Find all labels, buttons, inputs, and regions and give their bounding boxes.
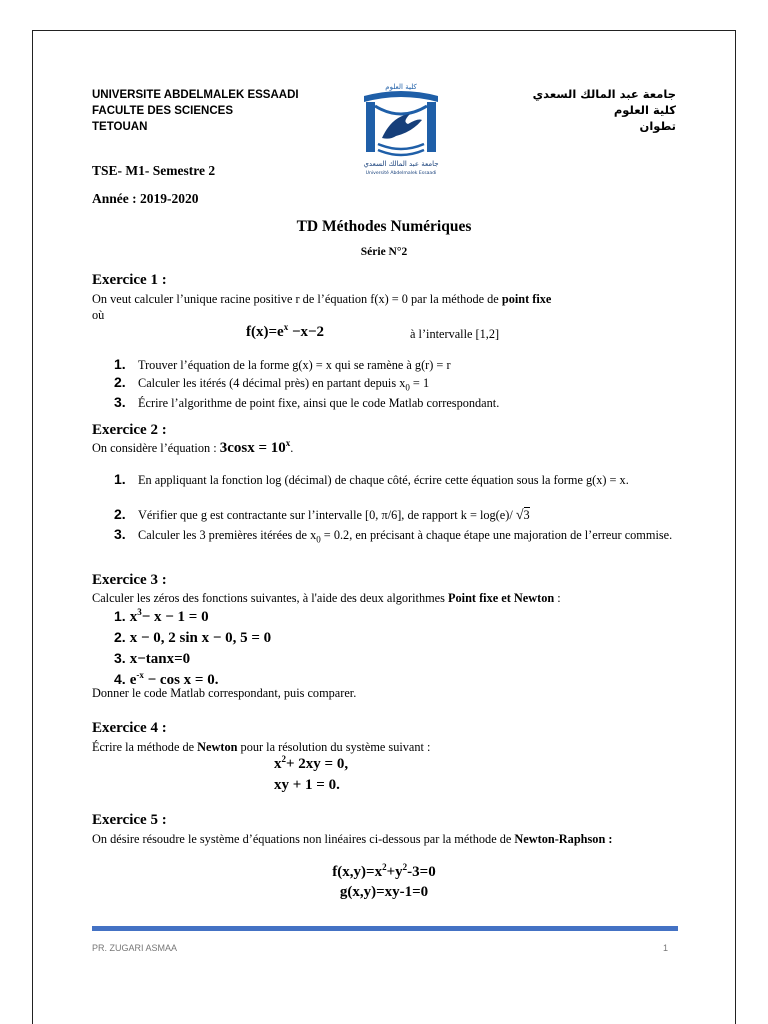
logo-bottom-text-ar: جامعة عبد المالك السعدي [363,160,439,168]
year-label: Année : 2019-2020 [92,191,199,206]
ex2-item-3: Calculer les 3 premières itérées de $x_0 = 0.2$, en précisant à chaque étape une majoration de l’erreur commise. [138,528,673,545]
ex3-heading: Exercice 3 : [92,572,167,588]
ex1-interval: à l’intervalle [1,2] [410,327,500,341]
city-name: TETOUAN [92,121,148,133]
university-header-ar [533,86,676,134]
logo-top-text: كلية العلوم [385,83,417,91]
ex5-heading: Exercice 5 : [92,812,167,828]
footer-divider [92,926,678,931]
university-header-fr [92,87,299,135]
series-number: Série N°2 [360,246,408,258]
ex4-heading: Exercice 4 : [92,720,167,736]
ex3-list [114,606,271,690]
university-name: UNIVERSITE ABDELMALEK ESSAADI [92,89,299,101]
university-name-ar: جامعة عبد المالك السعدي [532,87,676,101]
ex1-item-1: Trouver l’équation de la forme g(x) = x qui se ramène à g(r) = r [138,358,451,372]
ex2-item-num: 2. [114,506,126,522]
ex1-item-2: Calculer les itérés (4 décimal près) en partant depuis $x_0 = 1$ [138,376,430,393]
ex1-item-num: 3. [114,394,126,410]
ex4-eq1: $x^2+ 2xy = 0$, [274,754,349,772]
page-number: 1 [662,943,668,953]
ex5-eq2: g(x,y)=xy-1=0 [339,884,429,900]
program-label: TSE- M1- Semestre 2 [92,163,216,178]
ex3-item-1: 1. $x^3- x - 1 = 0$ [114,607,209,625]
ex3-item-2: 2. x − 0, 2 sin x − 0, 5 = 0 [114,629,272,646]
ex2-item-1: En appliquant la fonction log (décimal) de chaque côté, écrire cette équation sous la forme g(x) = x. [138,473,629,487]
ex3-outro: Donner le code Matlab correspondant, puis comparer. [92,686,357,700]
ex5-intro: On désire résoudre le système d’équations non linéaires ci-dessous par la méthode de Newton-Raphson : [92,832,613,846]
ex4-intro: Écrire la méthode de Newton pour la résolution du système suivant : [92,740,431,754]
ex2-item-num: 1. [114,471,126,487]
ex3-item-3: 3. x−tanx=0 [114,650,191,667]
ex1-heading: Exercice 1 : [92,272,167,288]
ex1-item-3: Écrire l’algorithme de point fixe, ainsi que le code Matlab correspondant. [138,396,500,410]
faculty-name: FACULTE DES SCIENCES [92,105,233,117]
ex1-equation: $f(x)=e^x -x-2$ [246,322,325,340]
university-logo [352,78,450,178]
city-name-ar: تطوان [639,119,676,133]
ex4-eq2: xy + 1 = 0. [274,777,340,793]
footer-author: PR. ZUGARI ASMAA [92,943,178,953]
ex1-intro: On veut calculer l’unique racine positive r de l’équation f(x) = 0 par la méthode de point fixe où [92,292,552,322]
ex2-intro: On considère l’équation : $3\cos x = 10^x$. [92,438,294,456]
ex2-item-num: 3. [114,526,126,542]
ex1-item-num: 1. [114,356,126,372]
logo-icon [352,78,450,178]
logo-bottom-text-fr: Université Abdelmalek Essaadi [365,171,437,176]
ex2-item-2: Vérifier que g est contractante sur l’intervalle [0, π/6], de rapport k = log(e)/ √3 [138,508,530,523]
ex3-intro: Calculer les zéros des fonctions suivantes, à l'aide des deux algorithmes Point fixe et Newton : [92,591,561,605]
ex1-item-num: 2. [114,374,126,390]
document-title: TD Méthodes Numériques [296,218,472,235]
ex5-eq1: $f(x,y)=x^2+y^2-3=0$ [332,862,436,880]
ex2-heading: Exercice 2 : [92,422,167,438]
ex3-item-4: 4. $e^{-x} - \cos x = 0$. [114,670,219,688]
faculty-name-ar: كلية العلوم [613,103,676,117]
